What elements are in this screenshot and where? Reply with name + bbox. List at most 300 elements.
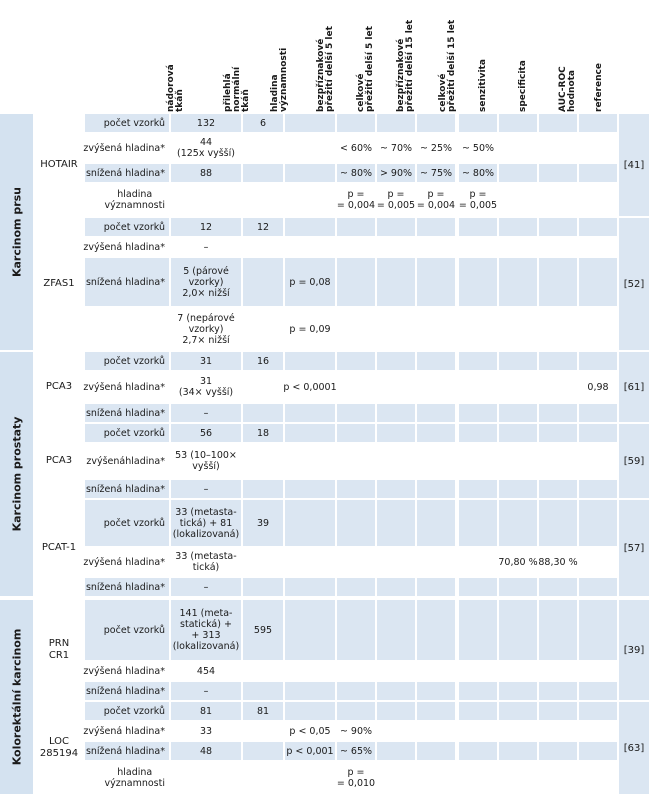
row-label: zvýšená hladina* — [85, 372, 169, 402]
table-cell — [579, 742, 617, 760]
table-cell — [243, 762, 283, 794]
reference-cell: [61] — [619, 352, 649, 422]
row-label: snížená hladina* — [85, 258, 169, 306]
table-cell — [499, 722, 537, 740]
table-cell — [499, 258, 537, 306]
table-cell — [337, 548, 375, 576]
table-cell — [417, 480, 455, 498]
table-cell — [285, 600, 335, 660]
table-row — [85, 600, 617, 660]
table-cell: 81 — [243, 702, 283, 720]
cancer-group-label: Kolorektální karcinom — [10, 628, 23, 766]
table-cell: p = = 0,005 — [376, 189, 416, 211]
table-cell — [377, 578, 415, 596]
table-cell — [377, 548, 415, 576]
table-cell — [337, 500, 375, 546]
table-cell — [417, 114, 455, 132]
table-cell — [539, 352, 577, 370]
row-label: zvýšená hladina* — [85, 548, 169, 576]
row-label: zvýšená hladina* — [85, 238, 169, 256]
table-cell: 454 — [196, 665, 216, 677]
reference-cell: [39] — [619, 600, 649, 700]
table-cell — [337, 682, 375, 700]
table-cell — [499, 164, 537, 182]
table-cell — [243, 258, 283, 306]
row-label: zvýšená hladina* — [85, 722, 169, 740]
table-cell — [539, 424, 577, 442]
table-cell: 81 — [171, 702, 241, 720]
table-cell — [285, 682, 335, 700]
row-label: zvýšená hladina* — [85, 134, 169, 162]
table-cell — [539, 500, 577, 546]
table-row — [85, 578, 617, 596]
table-cell — [337, 702, 375, 720]
table-cell — [417, 352, 455, 370]
table-cell — [499, 218, 537, 236]
table-cell: 88 — [171, 164, 241, 182]
table-cell: p = = 0,010 — [336, 767, 376, 789]
table-cell — [377, 722, 415, 740]
table-cell — [459, 500, 497, 546]
table-row — [85, 762, 617, 794]
table-cell — [417, 762, 455, 794]
table-cell: ~ 50% — [461, 142, 495, 154]
table-cell — [243, 164, 283, 182]
table-cell — [337, 480, 375, 498]
table-cell — [377, 662, 415, 680]
row-label: snížená hladina* — [85, 404, 169, 422]
table-cell — [579, 238, 617, 256]
table-cell: ~ 80% — [337, 164, 375, 182]
table-row — [85, 404, 617, 422]
table-cell — [377, 682, 415, 700]
row-label: snížená hladina* — [85, 480, 169, 498]
table-cell — [417, 372, 455, 402]
column-header-label: hladina významnosti — [270, 47, 289, 112]
table-cell — [285, 404, 335, 422]
table-cell — [337, 578, 375, 596]
table-cell: 39 — [243, 500, 283, 546]
table-cell: ~ 70% — [379, 142, 413, 154]
cancer-group-1 — [0, 352, 33, 596]
table-cell: – — [171, 578, 241, 596]
table-row — [85, 308, 617, 350]
gene-name: ZFAS1 — [35, 218, 83, 350]
table-cell: ~ 80% — [459, 164, 497, 182]
table-cell — [417, 308, 455, 350]
table-row — [85, 662, 617, 680]
table-cell — [459, 352, 497, 370]
table-cell — [417, 404, 455, 422]
table-cell: 53 (10–100× vyšší) — [175, 450, 237, 472]
table-cell — [377, 238, 415, 256]
table-cell — [499, 424, 537, 442]
table-cell — [417, 682, 455, 700]
table-cell — [459, 548, 497, 576]
table-cell — [337, 600, 375, 660]
table-cell — [539, 404, 577, 422]
table-cell — [337, 352, 375, 370]
table-cell — [377, 444, 415, 478]
reference-cell: [41] — [619, 114, 649, 216]
table-cell — [499, 372, 537, 402]
table-cell — [579, 722, 617, 740]
table-cell — [499, 404, 537, 422]
table-cell — [377, 702, 415, 720]
table-cell — [337, 238, 375, 256]
table-cell — [285, 702, 335, 720]
table-cell — [499, 578, 537, 596]
table-cell: < 60% — [339, 142, 373, 154]
table-cell — [579, 258, 617, 306]
table-cell — [377, 404, 415, 422]
table-cell — [377, 424, 415, 442]
table-cell: 48 — [171, 742, 241, 760]
table-cell — [579, 352, 617, 370]
table-cell — [337, 424, 375, 442]
table-cell — [171, 762, 241, 794]
table-cell — [499, 308, 537, 350]
table-cell — [285, 578, 335, 596]
table-cell — [579, 548, 617, 576]
table-cell — [539, 308, 577, 350]
table-cell — [285, 218, 335, 236]
column-header-10 — [594, 34, 649, 112]
table-cell: 16 — [243, 352, 283, 370]
table-cell — [337, 218, 375, 236]
table-cell — [499, 352, 537, 370]
table-cell — [337, 444, 375, 478]
table-cell — [417, 742, 455, 760]
table-cell: p < 0,001 — [285, 742, 335, 760]
table-cell — [285, 238, 335, 256]
table-cell — [377, 114, 415, 132]
table-row — [85, 548, 617, 576]
table-cell — [539, 722, 577, 740]
table-cell — [377, 762, 415, 794]
table-cell — [499, 662, 537, 680]
table-cell — [459, 480, 497, 498]
table-cell — [579, 578, 617, 596]
row-label: hladina významnosti — [85, 762, 169, 794]
table-cell: ~ 25% — [419, 142, 453, 154]
table-cell: 12 — [171, 218, 241, 236]
row-label: zvýšená hladina* — [85, 662, 169, 680]
table-cell: 5 (párové vzorky) 2,0× nižší — [171, 258, 241, 306]
table-cell — [417, 548, 455, 576]
table-cell — [579, 682, 617, 700]
row-label: snížená hladina* — [85, 578, 169, 596]
table-cell — [579, 424, 617, 442]
row-label: počet vzorků — [85, 352, 169, 370]
table-cell: 18 — [243, 424, 283, 442]
table-cell — [539, 444, 577, 478]
table-cell — [579, 218, 617, 236]
cancer-group-label: Karcinom prostaty — [10, 416, 23, 532]
table-cell — [417, 424, 455, 442]
table-cell — [285, 480, 335, 498]
table-cell — [377, 352, 415, 370]
table-cell — [539, 184, 577, 216]
table-row — [85, 682, 617, 700]
table-cell: ~ 75% — [417, 164, 455, 182]
table-cell — [243, 682, 283, 700]
table-cell — [243, 308, 283, 350]
table-row — [85, 352, 617, 370]
table-cell — [579, 164, 617, 182]
table-cell — [243, 184, 283, 216]
table-cell — [377, 480, 415, 498]
table-cell: 33 — [199, 725, 213, 737]
gene-name: PCA3 — [35, 424, 83, 498]
table-cell — [459, 114, 497, 132]
table-cell — [285, 444, 335, 478]
table-cell — [417, 500, 455, 546]
cancer-group-2 — [0, 600, 33, 794]
table-cell — [459, 702, 497, 720]
table-cell: 33 (metasta- tická) + 81 (lokalizovaná) — [171, 500, 241, 546]
column-header-label: celkové přežití delší 5 let — [356, 26, 375, 112]
table-cell — [499, 762, 537, 794]
table-cell — [539, 662, 577, 680]
table-row — [85, 424, 617, 442]
table-cell — [459, 742, 497, 760]
table-cell — [539, 742, 577, 760]
column-header-label: specificita — [518, 60, 528, 112]
table-cell — [459, 444, 497, 478]
table-cell — [499, 444, 537, 478]
table-cell — [459, 424, 497, 442]
table-cell — [539, 600, 577, 660]
table-row — [85, 218, 617, 236]
table-cell — [459, 258, 497, 306]
column-header-label: reference — [594, 63, 604, 112]
table-cell — [417, 238, 455, 256]
table-cell — [377, 600, 415, 660]
table-cell — [243, 742, 283, 760]
table-cell — [243, 480, 283, 498]
table-cell — [499, 500, 537, 546]
table-cell — [417, 662, 455, 680]
cancer-group-label: Karcinom prsu — [10, 186, 23, 278]
column-header-label: přilehlá normální tkáň — [223, 66, 251, 112]
table-cell — [499, 682, 537, 700]
row-label: počet vzorků — [85, 424, 169, 442]
table-cell — [243, 548, 283, 576]
table-cell — [539, 164, 577, 182]
table-cell: 44 (125x vyšší) — [177, 137, 235, 159]
table-cell — [459, 372, 497, 402]
table-cell — [337, 372, 375, 402]
table-cell: 132 — [171, 114, 241, 132]
table-cell — [285, 548, 335, 576]
table-cell — [243, 578, 283, 596]
row-label: počet vzorků — [85, 600, 169, 660]
column-header-label: nádorová tkáň — [166, 64, 185, 112]
table-cell — [539, 258, 577, 306]
table-cell — [459, 722, 497, 740]
gene-name: LOC 285194 — [35, 702, 83, 794]
table-cell — [243, 722, 283, 740]
table-cell — [337, 662, 375, 680]
table-cell — [459, 218, 497, 236]
table-cell — [377, 218, 415, 236]
table-cell — [459, 662, 497, 680]
table-cell: – — [171, 682, 241, 700]
table-cell — [579, 404, 617, 422]
table-cell — [243, 372, 283, 402]
row-label: počet vzorků — [85, 702, 169, 720]
table-row — [85, 372, 617, 402]
table-cell — [539, 762, 577, 794]
table-cell — [539, 134, 577, 162]
table-cell: 595 — [243, 600, 283, 660]
table-cell — [539, 480, 577, 498]
table-cell — [337, 404, 375, 422]
table-cell — [243, 444, 283, 478]
table-row — [85, 500, 617, 546]
table-cell — [459, 238, 497, 256]
table-cell — [579, 308, 617, 350]
table-cell: p = 0,08 — [285, 258, 335, 306]
table-cell — [417, 578, 455, 596]
table-cell — [377, 308, 415, 350]
table-cell — [243, 404, 283, 422]
table-cell: > 90% — [377, 164, 415, 182]
table-cell — [171, 184, 241, 216]
table-cell — [337, 308, 375, 350]
table-cell — [499, 480, 537, 498]
table-cell: – — [171, 480, 241, 498]
table-cell — [285, 352, 335, 370]
table-cell — [417, 218, 455, 236]
table-cell: – — [203, 241, 209, 253]
column-header-label: bezpříznakové přežití delší 15 let — [396, 19, 415, 112]
table-cell — [499, 184, 537, 216]
table-cell — [539, 114, 577, 132]
table-cell: p = = 0,004 — [336, 189, 376, 211]
table-cell — [417, 600, 455, 660]
table-cell — [459, 600, 497, 660]
table-cell — [459, 578, 497, 596]
table-cell — [285, 500, 335, 546]
table-cell — [417, 258, 455, 306]
table-cell: ~ 90% — [339, 725, 373, 737]
gene-name: PRN CR1 — [35, 600, 83, 700]
table-cell — [579, 662, 617, 680]
table-cell: 7 (nepárové vzorky) 2,7× nižší — [177, 312, 235, 346]
table-cell — [243, 662, 283, 680]
table-cell: 88,30 % — [538, 556, 578, 568]
table-cell — [579, 134, 617, 162]
table-cell: p = 0,09 — [289, 323, 331, 335]
table-cell — [285, 424, 335, 442]
table-cell — [499, 238, 537, 256]
table-cell: – — [171, 404, 241, 422]
table-cell — [499, 600, 537, 660]
table-row — [85, 134, 617, 162]
row-label: počet vzorků — [85, 114, 169, 132]
row-label: zvýšenáhladina* — [85, 444, 169, 478]
table-cell — [337, 258, 375, 306]
reference-cell: [63] — [619, 702, 649, 794]
table-cell: p = = 0,005 — [458, 189, 498, 211]
table-row — [85, 444, 617, 478]
table-cell: 70,80 % — [498, 556, 538, 568]
table-row — [85, 742, 617, 760]
table-cell: p < 0,0001 — [283, 381, 337, 393]
table-row — [85, 164, 617, 182]
table-row — [85, 258, 617, 306]
table-cell — [459, 762, 497, 794]
table-cell — [539, 372, 577, 402]
table-cell — [285, 762, 335, 794]
table-cell — [243, 238, 283, 256]
table-cell — [499, 134, 537, 162]
table-cell — [285, 134, 335, 162]
column-header-label: celkové přežití delší 15 let — [438, 19, 457, 112]
table-cell — [285, 114, 335, 132]
table-cell — [539, 218, 577, 236]
table-cell — [539, 578, 577, 596]
reference-cell: [57] — [619, 500, 649, 596]
table-cell — [579, 702, 617, 720]
table-cell — [377, 258, 415, 306]
table-cell: 141 (meta- statická) + + 313 (lokalizovaná) — [171, 600, 241, 660]
table-cell: p < 0,05 — [289, 725, 331, 737]
table-cell — [337, 114, 375, 132]
table-cell — [285, 164, 335, 182]
table-cell — [417, 444, 455, 478]
table-row — [85, 114, 617, 132]
table-row — [85, 722, 617, 740]
table-cell: 56 — [171, 424, 241, 442]
table-cell — [579, 600, 617, 660]
table-cell: 31 (34× vyšší) — [178, 376, 234, 398]
row-label — [85, 308, 169, 350]
row-label: snížená hladina* — [85, 164, 169, 182]
gene-name: PCA3 — [35, 352, 83, 422]
table-cell — [285, 662, 335, 680]
table-row — [85, 238, 617, 256]
row-label: počet vzorků — [85, 500, 169, 546]
table-cell — [499, 742, 537, 760]
table-cell — [417, 702, 455, 720]
row-label: snížená hladina* — [85, 682, 169, 700]
table-cell — [579, 500, 617, 546]
column-header-label: senzitivita — [478, 59, 488, 112]
table-cell — [499, 702, 537, 720]
gene-name: HOTAIR — [35, 114, 83, 216]
table-cell: 12 — [243, 218, 283, 236]
table-cell — [539, 682, 577, 700]
row-label: hladina významnosti — [85, 184, 169, 216]
table-row — [85, 702, 617, 720]
table-cell — [285, 184, 335, 216]
row-label: snížená hladina* — [85, 742, 169, 760]
table-cell — [243, 134, 283, 162]
table-cell — [377, 500, 415, 546]
table-cell: p = = 0,004 — [416, 189, 456, 211]
table-cell — [539, 238, 577, 256]
table-cell: 6 — [243, 114, 283, 132]
row-label: počet vzorků — [85, 218, 169, 236]
table-cell: ~ 65% — [337, 742, 375, 760]
table-cell — [377, 742, 415, 760]
table-row — [85, 184, 617, 216]
table-cell — [417, 722, 455, 740]
gene-name: PCAT-1 — [35, 500, 83, 596]
